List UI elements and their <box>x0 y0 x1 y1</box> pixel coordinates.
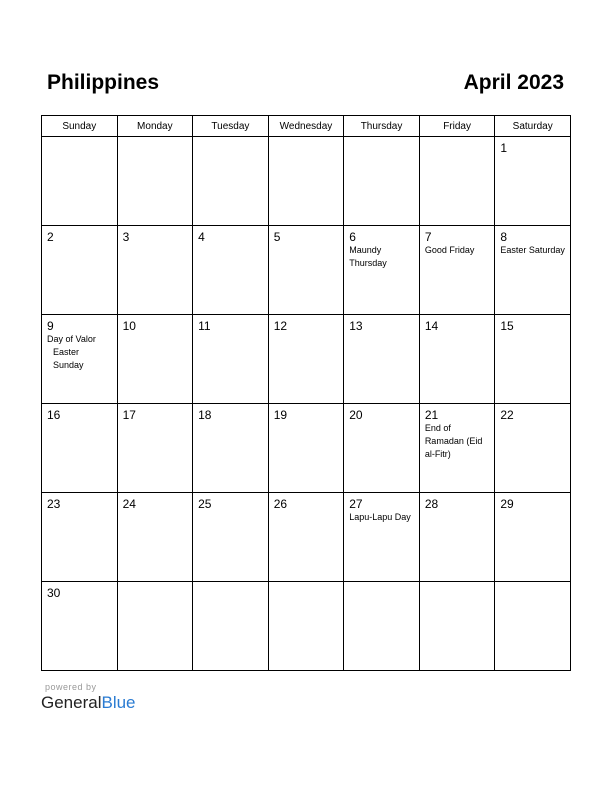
holiday-label: Easter Saturday <box>500 245 565 255</box>
day-number: 5 <box>273 230 281 244</box>
day-number: 9 <box>47 319 54 333</box>
day-number: 1 <box>500 141 508 155</box>
day-number: 7 <box>424 230 432 244</box>
day-number: 13 <box>349 319 363 333</box>
day-cell <box>268 315 344 404</box>
week-row <box>42 404 571 493</box>
day-number: 19 <box>273 408 288 422</box>
generalblue-logo <box>41 693 136 713</box>
day-number: 28 <box>424 497 439 511</box>
day-number: 12 <box>273 319 288 333</box>
day-cell <box>117 582 193 671</box>
day-cell <box>42 137 118 226</box>
day-number: 22 <box>500 408 514 422</box>
day-number: 18 <box>198 408 212 422</box>
day-number: 30 <box>47 586 61 600</box>
day-cell <box>419 404 495 493</box>
weekday-friday: Friday <box>419 116 495 137</box>
holiday-label: Day of Valor <box>47 334 96 344</box>
day-cell <box>419 315 495 404</box>
day-number: 27 <box>349 497 363 511</box>
day-number: 29 <box>500 497 514 511</box>
day-cell <box>117 493 193 582</box>
day-number: 14 <box>424 319 439 333</box>
day-cell <box>495 404 571 493</box>
weekday-monday: Monday <box>117 116 193 137</box>
holiday-label: Good Friday <box>424 245 475 255</box>
holiday-label: End of Ramadan (Eid al-Fitr) <box>424 423 483 459</box>
day-number: 2 <box>47 230 54 244</box>
day-cell <box>268 493 344 582</box>
week-row <box>42 226 571 315</box>
day-number: 20 <box>349 408 363 422</box>
day-cell <box>42 582 118 671</box>
day-cell <box>117 404 193 493</box>
day-number: 15 <box>500 319 514 333</box>
week-row <box>42 493 571 582</box>
day-cell <box>419 137 495 226</box>
day-cell <box>495 226 571 315</box>
day-number: 3 <box>122 230 130 244</box>
day-cell <box>495 582 571 671</box>
weekday-saturday: Saturday <box>495 116 571 137</box>
day-cell <box>344 582 420 671</box>
day-number: 4 <box>198 230 205 244</box>
day-cell <box>344 137 420 226</box>
week-row <box>42 582 571 671</box>
day-number: 10 <box>122 319 136 333</box>
holiday-label: Lapu-Lapu Day <box>349 512 411 522</box>
day-cell <box>344 404 420 493</box>
day-number: 24 <box>122 497 136 511</box>
weekday-thursday: Thursday <box>344 116 420 137</box>
day-number: 23 <box>47 497 61 511</box>
brand-general: General <box>41 693 102 712</box>
country-title: Philippines <box>47 71 160 94</box>
day-cell <box>495 493 571 582</box>
holiday-label: Easter Sunday <box>53 347 84 370</box>
day-cell <box>268 137 344 226</box>
day-cell <box>419 493 495 582</box>
day-number: 8 <box>500 230 508 244</box>
day-cell <box>117 137 193 226</box>
week-row <box>42 137 571 226</box>
weekday-header-row <box>42 116 571 137</box>
day-cell <box>117 315 193 404</box>
day-cell <box>42 404 118 493</box>
day-number: 21 <box>424 408 439 422</box>
day-cell <box>193 582 269 671</box>
calendar-grid <box>41 115 571 671</box>
powered-by-text: powered by <box>45 682 97 692</box>
day-cell <box>495 137 571 226</box>
day-number: 11 <box>198 319 211 333</box>
weekday-sunday: Sunday <box>42 116 118 137</box>
weekday-wednesday: Wednesday <box>268 116 344 137</box>
day-cell <box>193 404 269 493</box>
week-row <box>42 315 571 404</box>
day-number: 17 <box>122 408 136 422</box>
day-cell <box>268 226 344 315</box>
day-cell <box>42 226 118 315</box>
day-cell <box>344 315 420 404</box>
day-cell <box>268 582 344 671</box>
day-cell <box>344 226 420 315</box>
day-cell <box>193 137 269 226</box>
brand-blue: Blue <box>101 693 136 712</box>
day-cell <box>193 315 269 404</box>
day-cell <box>419 582 495 671</box>
day-cell <box>495 315 571 404</box>
holiday-label: Maundy Thursday <box>349 245 387 268</box>
day-number: 25 <box>198 497 212 511</box>
month-title: April 2023 <box>463 71 564 94</box>
day-cell <box>42 493 118 582</box>
day-cell <box>117 226 193 315</box>
day-number: 26 <box>273 497 288 511</box>
day-cell <box>268 404 344 493</box>
day-cell <box>344 493 420 582</box>
day-number: 6 <box>349 230 356 244</box>
day-number: 16 <box>47 408 61 422</box>
day-cell <box>193 226 269 315</box>
weekday-tuesday: Tuesday <box>193 116 269 137</box>
day-cell <box>42 315 118 404</box>
day-cell <box>193 493 269 582</box>
day-cell <box>419 226 495 315</box>
